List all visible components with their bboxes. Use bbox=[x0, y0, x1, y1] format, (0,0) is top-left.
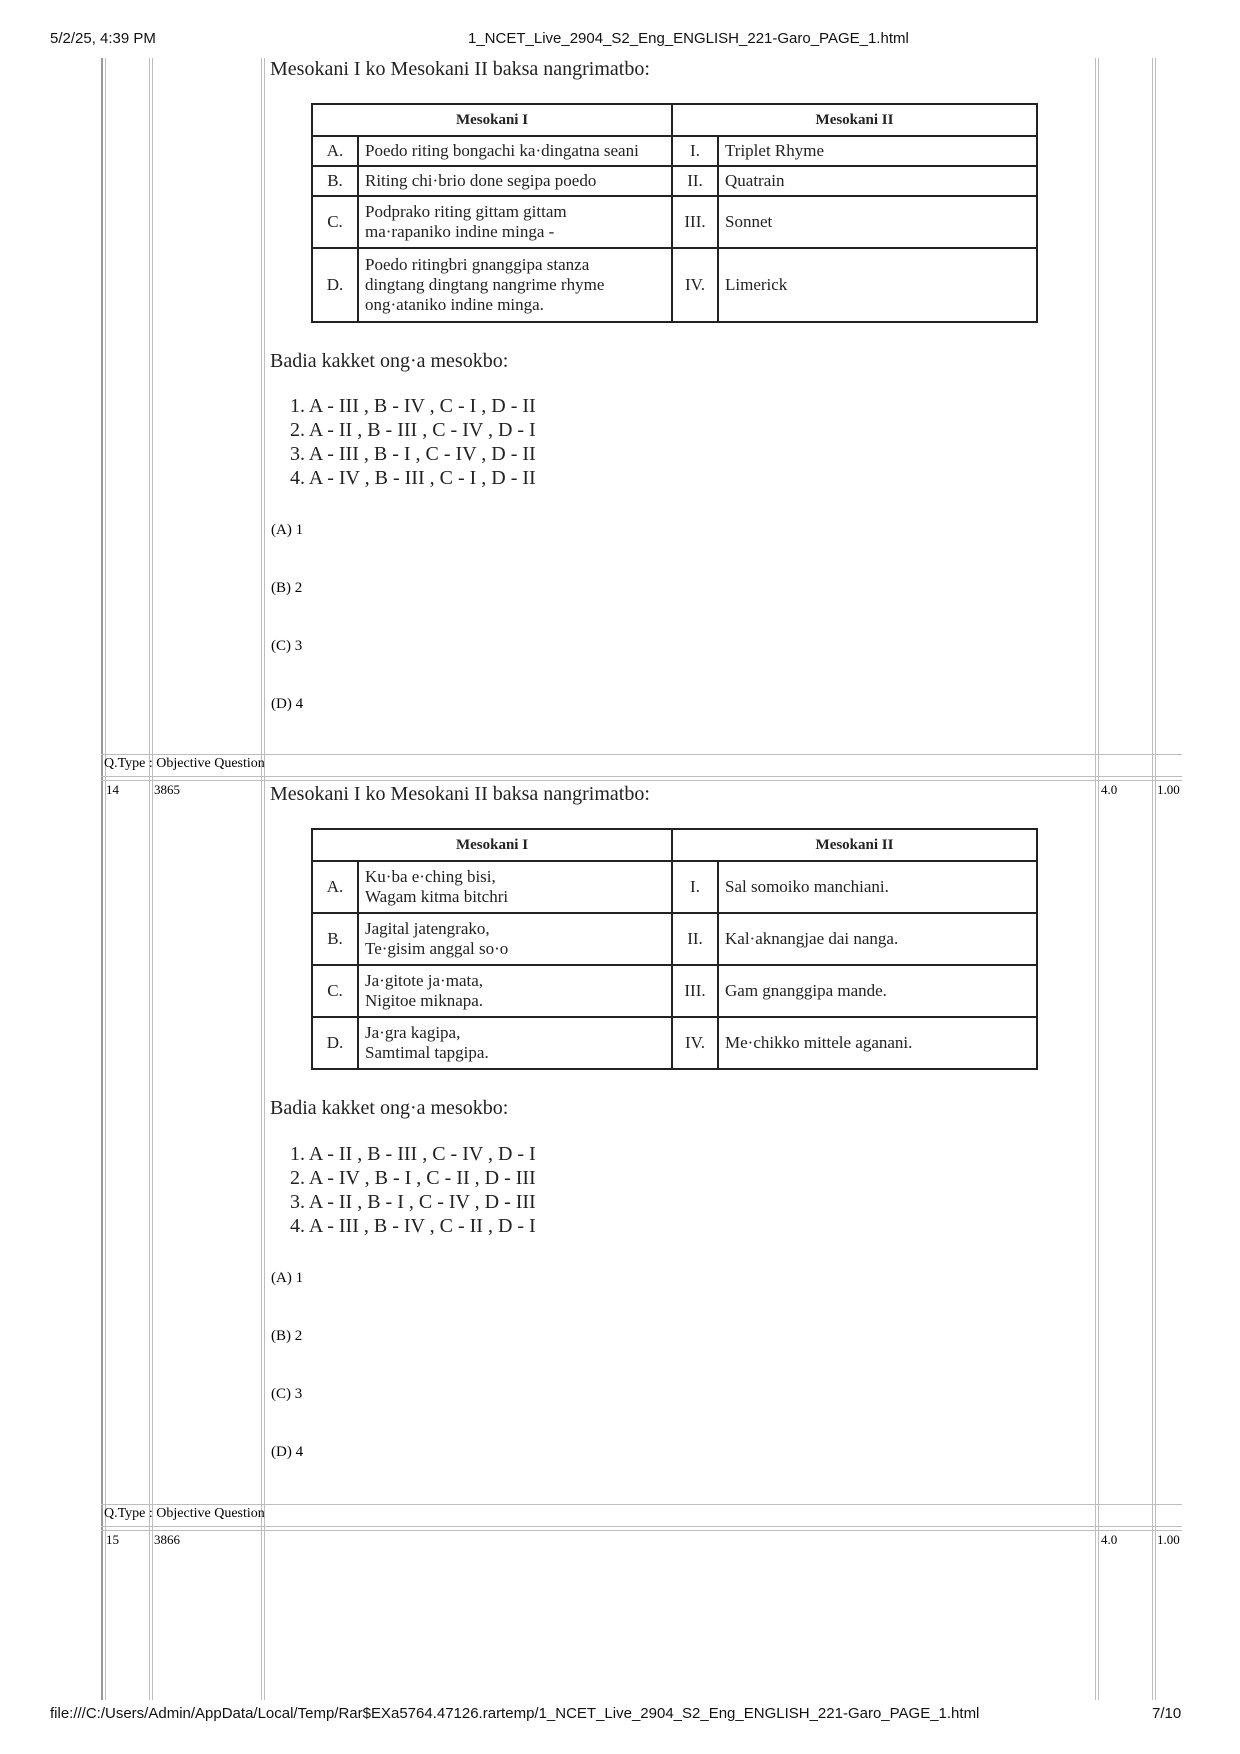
row-line: ong·ataniko indine minga. bbox=[365, 295, 544, 314]
answer-choice[interactable]: (A) 1 bbox=[271, 1270, 304, 1286]
grid-line bbox=[101, 780, 1182, 781]
row-key: D. bbox=[312, 1017, 358, 1069]
row-text: Limerick bbox=[718, 248, 1037, 322]
row-text bbox=[358, 861, 672, 913]
grid-line bbox=[264, 58, 265, 1700]
question-negative-marks: 1.00 bbox=[1157, 782, 1180, 797]
match-table bbox=[311, 828, 1038, 1070]
row-line: Poedo ritingbri gnanggipa stanza bbox=[365, 255, 590, 274]
row-roman: III. bbox=[672, 196, 718, 248]
option-item: 4. A - IV , B - III , C - I , D - II bbox=[290, 467, 536, 489]
grid-line bbox=[101, 776, 1182, 777]
row-text bbox=[358, 196, 672, 248]
answer-choice[interactable]: (C) 3 bbox=[271, 1386, 303, 1402]
grid-line bbox=[101, 58, 103, 1700]
row-roman: IV. bbox=[672, 1017, 718, 1069]
grid-line bbox=[101, 754, 1182, 755]
question-id: 3865 bbox=[154, 782, 180, 797]
row-text: Gam gnanggipa mande. bbox=[718, 965, 1037, 1017]
row-line: Ku·ba e·ching bisi, bbox=[365, 867, 496, 886]
option-list bbox=[290, 1142, 536, 1238]
row-line: Jagital jatengrako, bbox=[365, 919, 490, 938]
question-number: 15 bbox=[106, 1532, 119, 1547]
row-text: Quatrain bbox=[718, 166, 1037, 196]
row-key: C. bbox=[312, 196, 358, 248]
row-key: C. bbox=[312, 965, 358, 1017]
question-marks: 4.0 bbox=[1101, 782, 1118, 797]
row-line: Ja·gitote ja·mata, bbox=[365, 971, 484, 990]
print-doc-title: 1_NCET_Live_2904_S2_Eng_ENGLISH_221-Garo_PAGE_1.html bbox=[468, 30, 909, 47]
column-header: Mesokani II bbox=[672, 104, 1037, 136]
answer-choice[interactable]: (B) 2 bbox=[271, 580, 303, 596]
row-line: Wagam kitma bitchri bbox=[365, 887, 509, 906]
row-key: A. bbox=[312, 861, 358, 913]
row-key: B. bbox=[312, 166, 358, 196]
print-file-path: file:///C:/Users/Admin/AppData/Local/Temp/Rar$EXa5764.47126.rartemp/1_NCET_Live_2904_S2_Eng_ENGLISH_221-Garo_PAGE_1.html bbox=[50, 1705, 980, 1722]
grid-line bbox=[152, 58, 153, 1700]
row-line: dingtang dingtang nangrime rhyme bbox=[365, 275, 605, 294]
row-key: D. bbox=[312, 248, 358, 322]
option-item: 2. A - IV , B - I , C - II , D - III bbox=[290, 1167, 536, 1189]
option-item: 4. A - III , B - IV , C - II , D - I bbox=[290, 1215, 536, 1237]
row-line: Samtimal tapgipa. bbox=[365, 1043, 489, 1062]
row-line: Podprako riting gittam gittam bbox=[365, 202, 567, 221]
grid-line bbox=[149, 58, 150, 1700]
row-roman: IV. bbox=[672, 248, 718, 322]
question-prompt: Badia kakket ong·a mesokbo: bbox=[270, 1097, 509, 1119]
row-text bbox=[358, 913, 672, 965]
row-roman: I. bbox=[672, 861, 718, 913]
question-prompt: Badia kakket ong·a mesokbo: bbox=[270, 350, 509, 372]
row-line: Te·gisim anggal so·o bbox=[365, 939, 509, 958]
row-text: Poedo riting bongachi ka·dingatna seani bbox=[358, 136, 672, 166]
row-text: Me·chikko mittele aganani. bbox=[718, 1017, 1037, 1069]
row-roman: III. bbox=[672, 965, 718, 1017]
row-text bbox=[358, 248, 672, 322]
grid-line bbox=[1098, 58, 1099, 1700]
row-text bbox=[358, 1017, 672, 1069]
row-roman: I. bbox=[672, 136, 718, 166]
question-marks: 4.0 bbox=[1101, 1532, 1118, 1547]
question-type-label: Q.Type : Objective Question bbox=[104, 756, 265, 771]
question-title: Mesokani I ko Mesokani II baksa nangrimatbo: bbox=[270, 783, 650, 805]
row-key: B. bbox=[312, 913, 358, 965]
answer-choice[interactable]: (C) 3 bbox=[271, 638, 303, 654]
answer-choice[interactable]: (B) 2 bbox=[271, 1328, 303, 1344]
grid-line bbox=[1152, 58, 1153, 1700]
match-table bbox=[311, 103, 1038, 323]
row-roman: II. bbox=[672, 913, 718, 965]
option-item: 1. A - II , B - III , C - IV , D - I bbox=[290, 1143, 536, 1165]
grid-line bbox=[261, 58, 262, 1700]
row-text: Kal·aknangjae dai nanga. bbox=[718, 913, 1037, 965]
option-item: 3. A - II , B - I , C - IV , D - III bbox=[290, 1191, 536, 1213]
grid-line bbox=[101, 1530, 1182, 1531]
print-page-number: 7/10 bbox=[1152, 1705, 1182, 1722]
grid-line bbox=[1095, 58, 1096, 1700]
row-roman: II. bbox=[672, 166, 718, 196]
row-text: Sal somoiko manchiani. bbox=[718, 861, 1037, 913]
answer-choice[interactable]: (D) 4 bbox=[271, 696, 304, 712]
question-title: Mesokani I ko Mesokani II baksa nangrimatbo: bbox=[270, 58, 650, 80]
question-negative-marks: 1.00 bbox=[1157, 1532, 1180, 1547]
option-item: 2. A - II , B - III , C - IV , D - I bbox=[290, 419, 536, 441]
grid-line bbox=[101, 1526, 1182, 1527]
option-item: 3. A - III , B - I , C - IV , D - II bbox=[290, 443, 536, 465]
answer-choice[interactable]: (D) 4 bbox=[271, 1444, 304, 1460]
column-header: Mesokani II bbox=[672, 829, 1037, 861]
question-id: 3866 bbox=[154, 1532, 180, 1547]
grid-line bbox=[1155, 58, 1156, 1700]
row-text: Riting chi·brio done segipa poedo bbox=[358, 166, 672, 196]
option-item: 1. A - III , B - IV , C - I , D - II bbox=[290, 395, 536, 417]
column-header: Mesokani I bbox=[312, 829, 672, 861]
column-header: Mesokani I bbox=[312, 104, 672, 136]
row-line: ma·rapaniko indine minga - bbox=[365, 222, 555, 241]
question-type-label: Q.Type : Objective Question bbox=[104, 1506, 265, 1521]
row-key: A. bbox=[312, 136, 358, 166]
print-datetime: 5/2/25, 4:39 PM bbox=[50, 30, 156, 47]
row-text bbox=[358, 965, 672, 1017]
answer-choice[interactable]: (A) 1 bbox=[271, 522, 304, 538]
row-line: Nigitoe miknapa. bbox=[365, 991, 484, 1010]
question-number: 14 bbox=[106, 782, 119, 797]
row-text: Sonnet bbox=[718, 196, 1037, 248]
grid-line bbox=[105, 58, 106, 1700]
option-list bbox=[290, 394, 536, 490]
grid-line bbox=[101, 1504, 1182, 1505]
row-line: Ja·gra kagipa, bbox=[365, 1023, 461, 1042]
row-text: Triplet Rhyme bbox=[718, 136, 1037, 166]
